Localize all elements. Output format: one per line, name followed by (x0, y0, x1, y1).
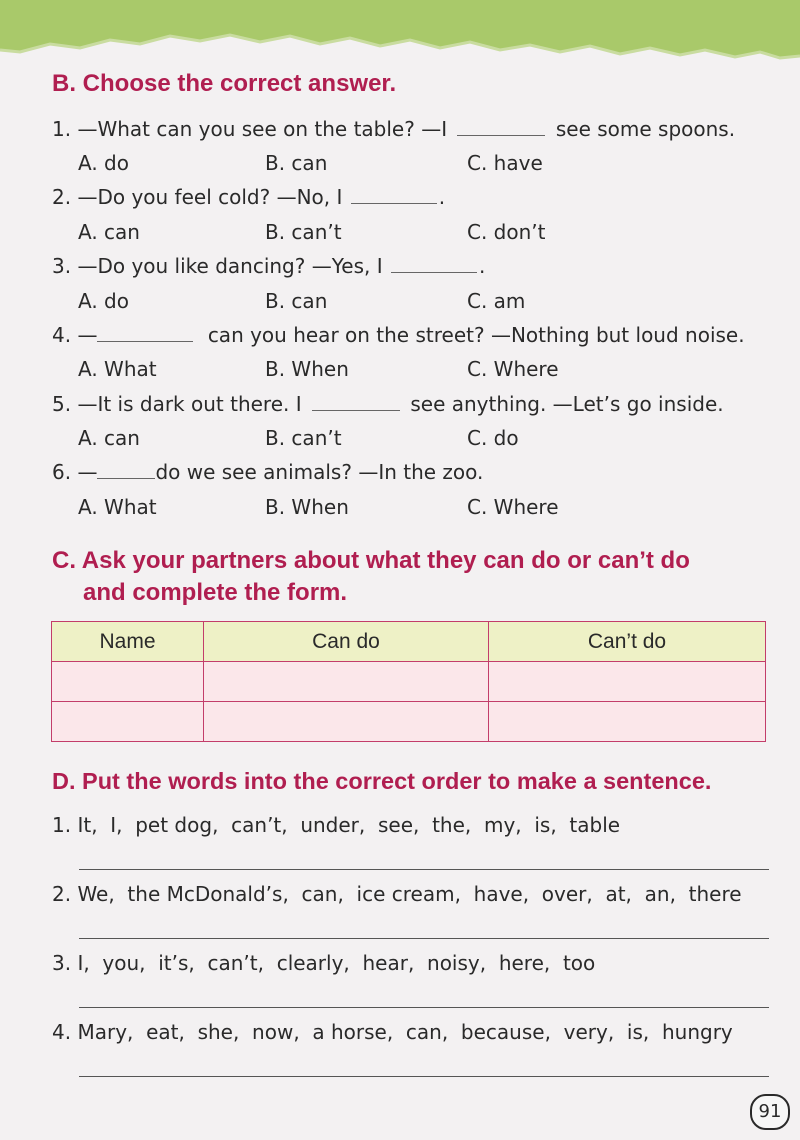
page-number: 91 (750, 1094, 790, 1130)
answer-line-2[interactable] (79, 938, 769, 939)
section-d-heading: D. Put the words into the correct order to make a sentence. (52, 768, 712, 794)
q3-option-c[interactable]: C. am (467, 289, 526, 313)
answer-line-1[interactable] (79, 869, 769, 870)
q6-option-c[interactable]: C. Where (467, 495, 559, 519)
question-4: 4. — can you hear on the street? —Nothing but loud noise. (52, 323, 745, 347)
q3-option-a[interactable]: A. do (78, 289, 129, 313)
question-6: 6. — do we see animals? —In the zoo. (52, 460, 484, 484)
q1-option-c[interactable]: C. have (467, 151, 543, 175)
table-row (52, 702, 766, 742)
q6-option-b[interactable]: B. When (265, 495, 349, 519)
question-1: 1. —What can you see on the table? —I see some spoons. (52, 117, 736, 141)
q2-option-c[interactable]: C. don’t (467, 220, 546, 244)
word-order-item-2: 2. We, the McDonald’s, can, ice cream, have, over, at, an, there (52, 882, 742, 906)
q1-option-b[interactable]: B. can (265, 151, 328, 175)
can-do-cell[interactable] (204, 662, 489, 702)
word-order-item-3: 3. I, you, it’s, can’t, clearly, hear, noisy, here, too (52, 951, 596, 975)
section-c-heading: C. Ask your partners about what they can do or can’t do and complete the form. (52, 547, 690, 606)
table-header-row (52, 622, 766, 662)
question-3: 3. —Do you like dancing? —Yes, I . (52, 254, 486, 278)
answer-line-4[interactable] (79, 1076, 769, 1077)
answer-blank[interactable] (391, 256, 477, 273)
column-header-cant-do: Can’t do (489, 622, 766, 662)
q2-option-b[interactable]: B. can’t (265, 220, 342, 244)
cant-do-cell[interactable] (489, 702, 766, 742)
q4-option-b[interactable]: B. When (265, 357, 349, 381)
word-order-item-4: 4. Mary, eat, she, now, a horse, can, because, very, is, hungry (52, 1020, 733, 1044)
section-b-heading: B. Choose the correct answer. (52, 70, 397, 97)
decorative-top-band (0, 0, 800, 70)
answer-blank[interactable] (351, 187, 437, 204)
q2-option-a[interactable]: A. can (78, 220, 140, 244)
answer-line-3[interactable] (79, 1007, 769, 1008)
answer-blank[interactable] (457, 119, 545, 136)
answer-blank[interactable] (312, 394, 400, 411)
question-5: 5. —It is dark out there. I see anything. —Let’s go inside. (52, 392, 724, 416)
question-2: 2. —Do you feel cold? —No, I . (52, 185, 446, 209)
word-order-item-1: 1. It, I, pet dog, can’t, under, see, the, my, is, table (52, 813, 621, 837)
partner-form-table (51, 621, 766, 742)
q4-option-a[interactable]: A. What (78, 357, 157, 381)
table-row (52, 662, 766, 702)
column-header-can-do: Can do (204, 622, 489, 662)
q3-option-b[interactable]: B. can (265, 289, 328, 313)
q6-option-a[interactable]: A. What (78, 495, 157, 519)
column-header-name: Name (52, 622, 204, 662)
q1-option-a[interactable]: A. do (78, 151, 129, 175)
q5-option-b[interactable]: B. can’t (265, 426, 342, 450)
q5-option-c[interactable]: C. do (467, 426, 519, 450)
can-do-cell[interactable] (204, 702, 489, 742)
q4-option-c[interactable]: C. Where (467, 357, 559, 381)
name-cell[interactable] (52, 702, 204, 742)
cant-do-cell[interactable] (489, 662, 766, 702)
q5-option-a[interactable]: A. can (78, 426, 140, 450)
answer-blank[interactable] (97, 462, 155, 479)
name-cell[interactable] (52, 662, 204, 702)
answer-blank[interactable] (97, 325, 193, 342)
